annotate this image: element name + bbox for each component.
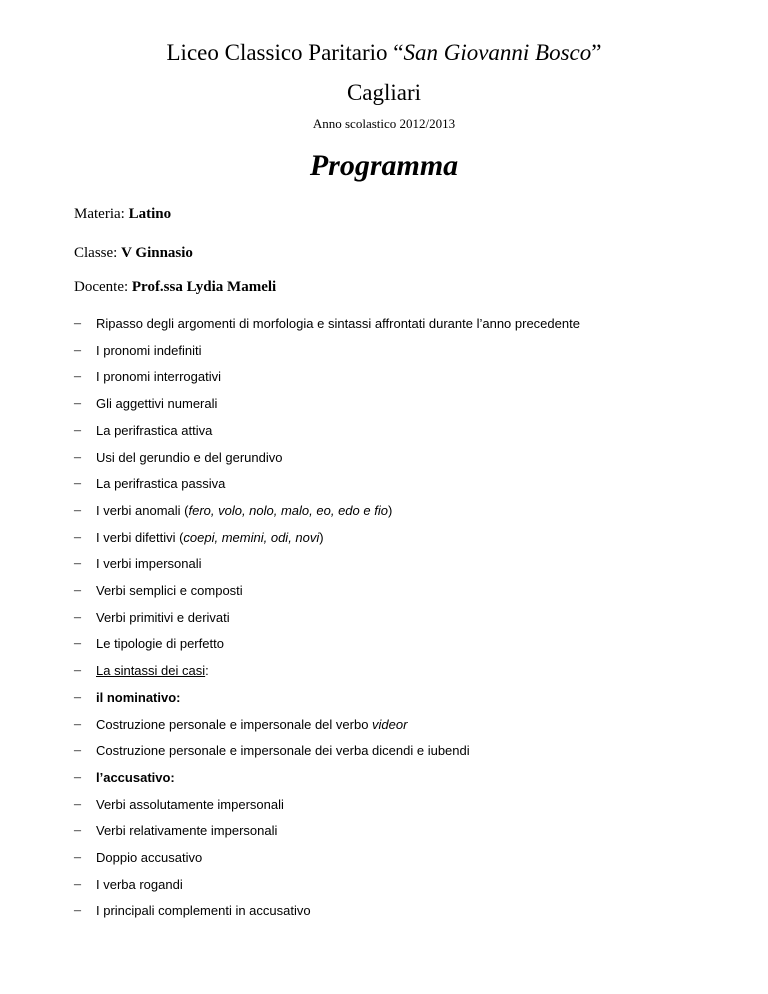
list-item-label: I verbi impersonali <box>96 556 202 572</box>
list-item-italic: videor <box>372 716 408 732</box>
dash-bullet: – <box>74 316 81 331</box>
list-item-label: La perifrastica passiva <box>96 476 226 492</box>
list-item-label: La perifrastica attiva <box>96 422 213 438</box>
list-item-label: Verbi relativamente impersonali <box>96 823 278 839</box>
list-item-label: Ripasso degli argomenti di morfologia e sintassi affrontati durante l’anno precedente <box>96 316 580 331</box>
dash-bullet: – <box>74 449 81 465</box>
subject-value: Latino <box>128 206 172 222</box>
dash-bullet: – <box>74 556 81 572</box>
dash-bullet: – <box>74 663 81 679</box>
dash-bullet: – <box>74 342 81 358</box>
list-item-label: I verbi anomali ( <box>96 502 189 518</box>
list-item-text <box>96 797 284 813</box>
list-item-label: Le tipologie di perfetto <box>96 636 224 652</box>
list-item-text <box>96 316 580 332</box>
dash-bullet: – <box>74 769 81 785</box>
list-item-label: I pronomi indefiniti <box>96 342 202 358</box>
list-item-label: Doppio accusativo <box>96 850 203 865</box>
list-item-text <box>96 770 175 786</box>
class-label: Classe: <box>74 245 122 261</box>
dash-bullet: – <box>74 422 81 438</box>
list-item-text <box>96 583 243 599</box>
dash-bullet: – <box>74 396 81 412</box>
list-item-label: Verbi semplici e composti <box>96 583 243 598</box>
dash-bullet: – <box>74 796 81 812</box>
list-item-suffix: : <box>205 663 209 679</box>
dash-bullet: – <box>74 476 81 492</box>
list-item-text <box>96 503 392 519</box>
list-item-label: Usi del gerundio e del gerundivo <box>96 449 283 465</box>
subsection-heading: l’accusativo: <box>96 769 175 785</box>
school-title-name: San Giovanni Bosco <box>403 40 592 65</box>
list-item-label: Gli aggettivi numerali <box>96 396 218 412</box>
school-city: Cagliari <box>346 80 422 105</box>
list-item-label: Costruzione personale e impersonale dei verba dicendi e iubendi <box>96 743 470 759</box>
dash-bullet: – <box>74 609 81 625</box>
school-title-suffix: ” <box>591 40 602 65</box>
list-item-label: Costruzione personale e impersonale del verbo <box>96 716 373 732</box>
list-item-label: I verbi difettivi ( <box>96 529 184 545</box>
dash-bullet: – <box>74 876 81 892</box>
page-title: Programma <box>309 149 459 182</box>
list-item-text <box>96 610 230 626</box>
dash-bullet: – <box>74 716 81 732</box>
list-item-label: Verbi primitivi e derivati <box>96 609 230 625</box>
section-heading: La sintassi dei casi <box>96 663 206 679</box>
list-item-label: I verba rogandi <box>96 876 183 892</box>
dash-bullet: – <box>74 850 81 865</box>
teacher-line <box>74 278 276 296</box>
list-item-label: Verbi assolutamente impersonali <box>96 796 284 812</box>
list-item-suffix: ) <box>387 502 393 518</box>
dash-bullet: – <box>74 743 81 759</box>
dash-bullet: – <box>74 502 81 518</box>
list-item-text <box>96 850 202 866</box>
list-item-text <box>96 903 311 919</box>
dash-bullet: – <box>74 689 81 705</box>
list-item-label: I pronomi interrogativi <box>96 369 221 385</box>
school-year: Anno scolastico 2012/2013 <box>312 116 456 131</box>
school-title-prefix: Liceo Classico Paritario “ <box>166 40 404 65</box>
list-item-text <box>96 530 324 546</box>
list-item-text <box>96 690 181 706</box>
dash-bullet: – <box>74 369 81 385</box>
dash-bullet: – <box>74 583 81 598</box>
subject-line <box>74 205 171 223</box>
list-item-text <box>96 877 183 893</box>
subject-label: Materia: <box>74 206 129 222</box>
list-item-text <box>96 556 202 572</box>
list-item-text <box>96 450 282 466</box>
dash-bullet: – <box>74 823 81 839</box>
list-item-text <box>96 823 277 839</box>
class-value: V Ginnasio <box>121 245 193 261</box>
dash-bullet: – <box>74 529 81 545</box>
list-item-text <box>96 396 217 412</box>
dash-bullet: – <box>74 903 81 919</box>
subsection-heading: il nominativo: <box>96 689 181 705</box>
teacher-label: Docente: <box>74 279 132 295</box>
list-item-suffix: ) <box>319 529 324 545</box>
list-item-text <box>96 476 225 492</box>
school-title <box>0 40 768 66</box>
list-item-text <box>96 743 470 759</box>
teacher-value: Prof.ssa Lydia Mameli <box>131 279 277 295</box>
list-item-text <box>96 423 212 439</box>
list-item-text <box>96 343 202 359</box>
list-item-italic: coepi, memini, odi, novi <box>183 529 320 545</box>
dash-bullet: – <box>74 636 81 652</box>
list-item-text <box>96 369 221 385</box>
list-item-text <box>96 663 209 679</box>
list-item-label: I principali complementi in accusativo <box>96 903 311 919</box>
list-item-text <box>96 636 224 652</box>
list-item-text <box>96 717 407 733</box>
list-item-italic: fero, volo, nolo, malo, eo, edo e fio <box>188 502 388 518</box>
class-line <box>74 244 193 262</box>
